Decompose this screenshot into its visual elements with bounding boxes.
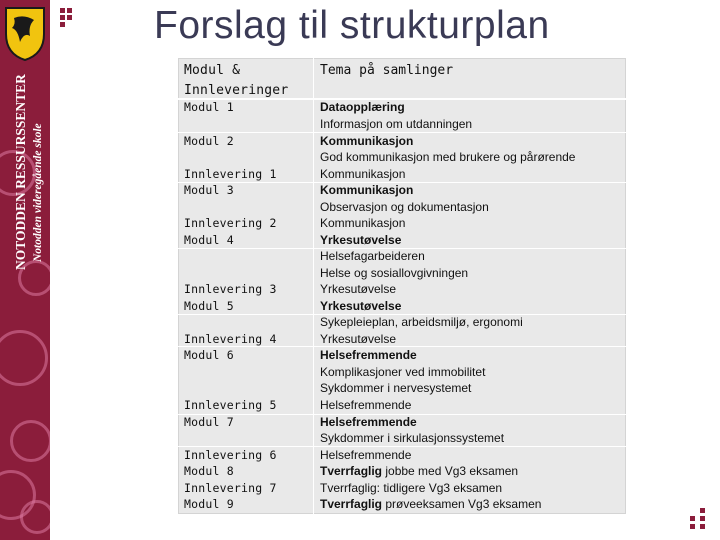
right-cell: Helsefremmende [320, 398, 412, 412]
right-cell: Kommunikasjon [320, 216, 406, 230]
right-cell-last-1: Tverrfaglig jobbe med Vg3 eksamen [320, 464, 519, 478]
right-cell: Komplikasjoner ved immobilitet [320, 365, 486, 379]
sidebar-band [0, 0, 50, 540]
left-cell: Modul 8 [184, 464, 234, 478]
right-cell: Yrkesutøvelse [320, 233, 402, 247]
left-cell: Modul 5 [184, 299, 234, 313]
right-cell: Helsefremmende [320, 348, 417, 362]
right-cell-last-2: Tverrfaglig: tidligere Vg3 eksamen [320, 481, 503, 495]
left-cell: Innlevering 3 [184, 282, 277, 296]
left-cell: Modul 7 [184, 415, 234, 429]
right-cell: Informasjon om utdanningen [320, 117, 473, 131]
left-cell: Modul 2 [184, 134, 234, 148]
school-subname: Notodden videregående skole [32, 123, 44, 262]
right-cell: Kommunikasjon [320, 183, 414, 197]
right-cell: Dataopplæring [320, 100, 405, 114]
left-cell: Innlevering 1 [184, 167, 277, 181]
school-crest-logo [2, 4, 48, 62]
left-cell: Modul 3 [184, 183, 234, 197]
right-cell: Yrkesutøvelse [320, 299, 402, 313]
right-cell: God kommunikasjon med brukere og pårørende [320, 150, 576, 164]
right-cell: Helsefremmende [320, 415, 417, 429]
left-cell: Modul 9 [184, 497, 234, 511]
right-cell: Sykdommer i sirkulasjonssystemet [320, 431, 505, 445]
left-cell: Innlevering 7 [184, 481, 277, 495]
right-cell: Helse og sosiallovgivningen [320, 266, 469, 280]
right-cell: Sykepleieplan, arbeidsmiljø, ergonomi [320, 315, 523, 329]
header-modul: Modul & Innleveringer [184, 63, 289, 98]
right-cell: Kommunikasjon [320, 167, 406, 181]
right-cell: Helsefremmende [320, 448, 412, 462]
left-cell: Modul 1 [184, 100, 234, 114]
left-cell: Modul 6 [184, 348, 234, 362]
right-cell: Observasjon og dokumentasjon [320, 200, 489, 214]
right-cell: Yrkesutøvelse [320, 332, 397, 346]
right-cell: Sykdommer i nervesystemet [320, 381, 472, 395]
left-cell: Innlevering 5 [184, 398, 277, 412]
page-title: Forslag til strukturplan [154, 4, 550, 47]
right-cell: Yrkesutøvelse [320, 282, 397, 296]
right-cell-last-3: Tverrfaglig prøveeksamen Vg3 eksamen [320, 497, 542, 511]
left-cell: Innlevering 4 [184, 332, 277, 346]
left-cell: Innlevering 2 [184, 216, 277, 230]
right-cell: Helsefagarbeideren [320, 249, 425, 263]
school-name: NOTODDEN RESSURSSENTER [13, 74, 28, 270]
left-cell: Modul 4 [184, 233, 234, 247]
right-cell: Kommunikasjon [320, 134, 414, 148]
left-cell: Innlevering 6 [184, 448, 277, 462]
school-name-vertical [6, 62, 46, 272]
header-tema: Tema på samlinger [320, 63, 454, 78]
